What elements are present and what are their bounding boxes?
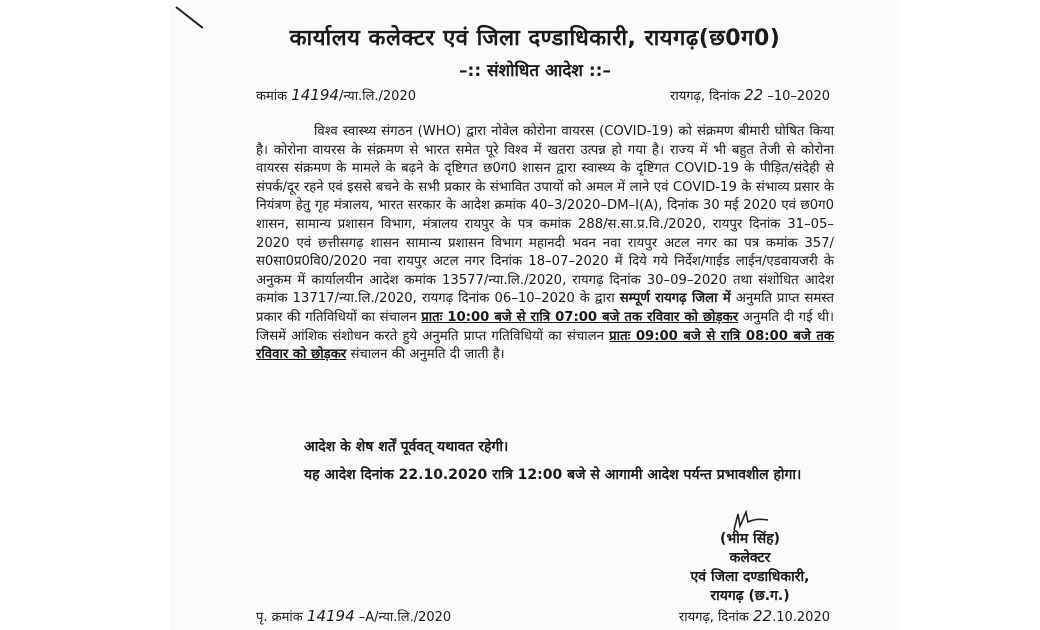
body-old-timing: प्रातः 10:00 बजे से रात्रि 07:00 बजे तक रविवार को छोड़कर — [421, 309, 739, 325]
signatory-block — [650, 530, 850, 606]
date-prefix: रायगढ़, दिनांक — [670, 89, 740, 104]
office-title: कार्यालय कलेक्टर एवं जिला दण्डाधिकारी, रायगढ़(छ0ग0) — [289, 26, 781, 51]
body-new-timing: प्रातः 09:00 बजे से रात्रि 08:00 बजे तक रविवार को छोड़कर — [256, 328, 835, 363]
order-subtitle: –:: संशोधित आदेश ::– — [459, 61, 611, 81]
footer-ref-suffix: –A/न्या.लि./2020 — [358, 610, 452, 625]
body-part1: विश्व स्वास्थ्य संगठन (WHO) द्वारा नोवेल कोरोना वायरस (COVID-19) को संक्रमण बीमारी घोषित किया है। कोरोना वायरस के संक्रमण से भारत समेत पूरे विश्व में खतरा उत्पन्न हो गया है। राज्य में भी बहुत तेजी से कोरोना वायरस संक्रमण के मामले के बढ़ने के दृष्टिगत छ0ग0 शासन द्वारा स्वास्थ्य के दृष्टिगत COVID-19 के पीड़ित/संदेही से संपर्क/दूर रहने एवं इससे बचने के सभी प्रकार के संभावित उपायों को अमल में लाने एवं COVID-19 के संभाव्य प्रसार के नियंत्रण हेतु गृह मंत्रालय, भारत सरकार के आदेश क्रमांक 40–3/2020–DM–I(A), दिनांक 30 मई 2020 एवं छ0ग0 शासन, सामान्य प्रशासन विभाग, मंत्रालय रायपुर के पत्र कमांक 288/स.सा.प्र.वि./2020, रायपुर दिनांक 31–05–2020 एवं छत्तीसगढ़ शासन सामान्य प्रशासन विभाग महानदी भवन नवा रायपुर अटल नगर का पत्र कमांक 357/स0सा0प्र0वि0/2020 नवा रायपुर अटल नगर दिनांक 18–07–2020 में दिये गये निर्देश/गाईड लाईन/एडवायजरी के अनुकम में कार्यालयीन आदेश कमांक 13577/न्या.लि./2020, रायगढ़ दिनांक 30–09–2020 तथा संशोधित आदेश कमांक 13717/न्या.लि./2020, रायगढ़ दिनांक 06–10–2020 के द्वारा — [256, 124, 834, 307]
signatory-designation: कलेक्टर — [729, 550, 771, 566]
body-part3: अनुमति दी गई थी। जिसमें आंशिक संशोधन करते हुये अनुमति प्राप्त गतिविधियों का संचालन — [256, 309, 834, 344]
signatory-designation-2: एवं जिला दण्डाधिकारी, — [690, 569, 810, 585]
footer-date — [679, 607, 830, 625]
remaining-conditions: आदेश के शेष शर्तें पूर्ववत् यथावत रहेगी। — [304, 439, 509, 455]
effective-date-paragraph — [256, 464, 834, 486]
footer-date-prefix: रायगढ़, दिनांक — [678, 610, 749, 625]
body-paragraph — [256, 123, 834, 365]
footer-date-day: 22 — [753, 607, 773, 625]
body-part4: संचालन की अनुमति दी जाती है। — [350, 347, 505, 363]
footer-reference — [256, 607, 451, 625]
date-rest: –10–2020 — [767, 89, 830, 104]
body-bold-district: सम्पूर्ण रायगढ़ जिला में — [619, 291, 731, 307]
reference-prefix: कमांक — [256, 89, 288, 104]
signatory-place: रायगढ़ (छ.ग.) — [710, 588, 790, 604]
order-body — [256, 123, 834, 365]
reference-handwritten-number: 14194 — [291, 86, 339, 104]
order-date — [670, 86, 830, 104]
date-handwritten-day: 22 — [744, 86, 764, 104]
footer-ref-number: 14194 — [306, 607, 355, 625]
body-part2: अनुमति प्राप्त समस्त प्रकार की गतिविधियों का संचालन — [256, 291, 835, 325]
footer-ref-prefix: पृ. क्रमांक — [256, 610, 303, 625]
footer-date-rest: .10.2020 — [772, 610, 830, 625]
reference-suffix: /न्या.लि./2020 — [338, 89, 417, 104]
reference-number — [256, 86, 416, 104]
effective-date-text: यह आदेश दिनांक 22.10.2020 रात्रि 12:00 बजे से आगामी आदेश पर्यन्त प्रभावशील होगा। — [304, 467, 802, 483]
signatory-name: (भीम सिंह) — [719, 531, 781, 547]
